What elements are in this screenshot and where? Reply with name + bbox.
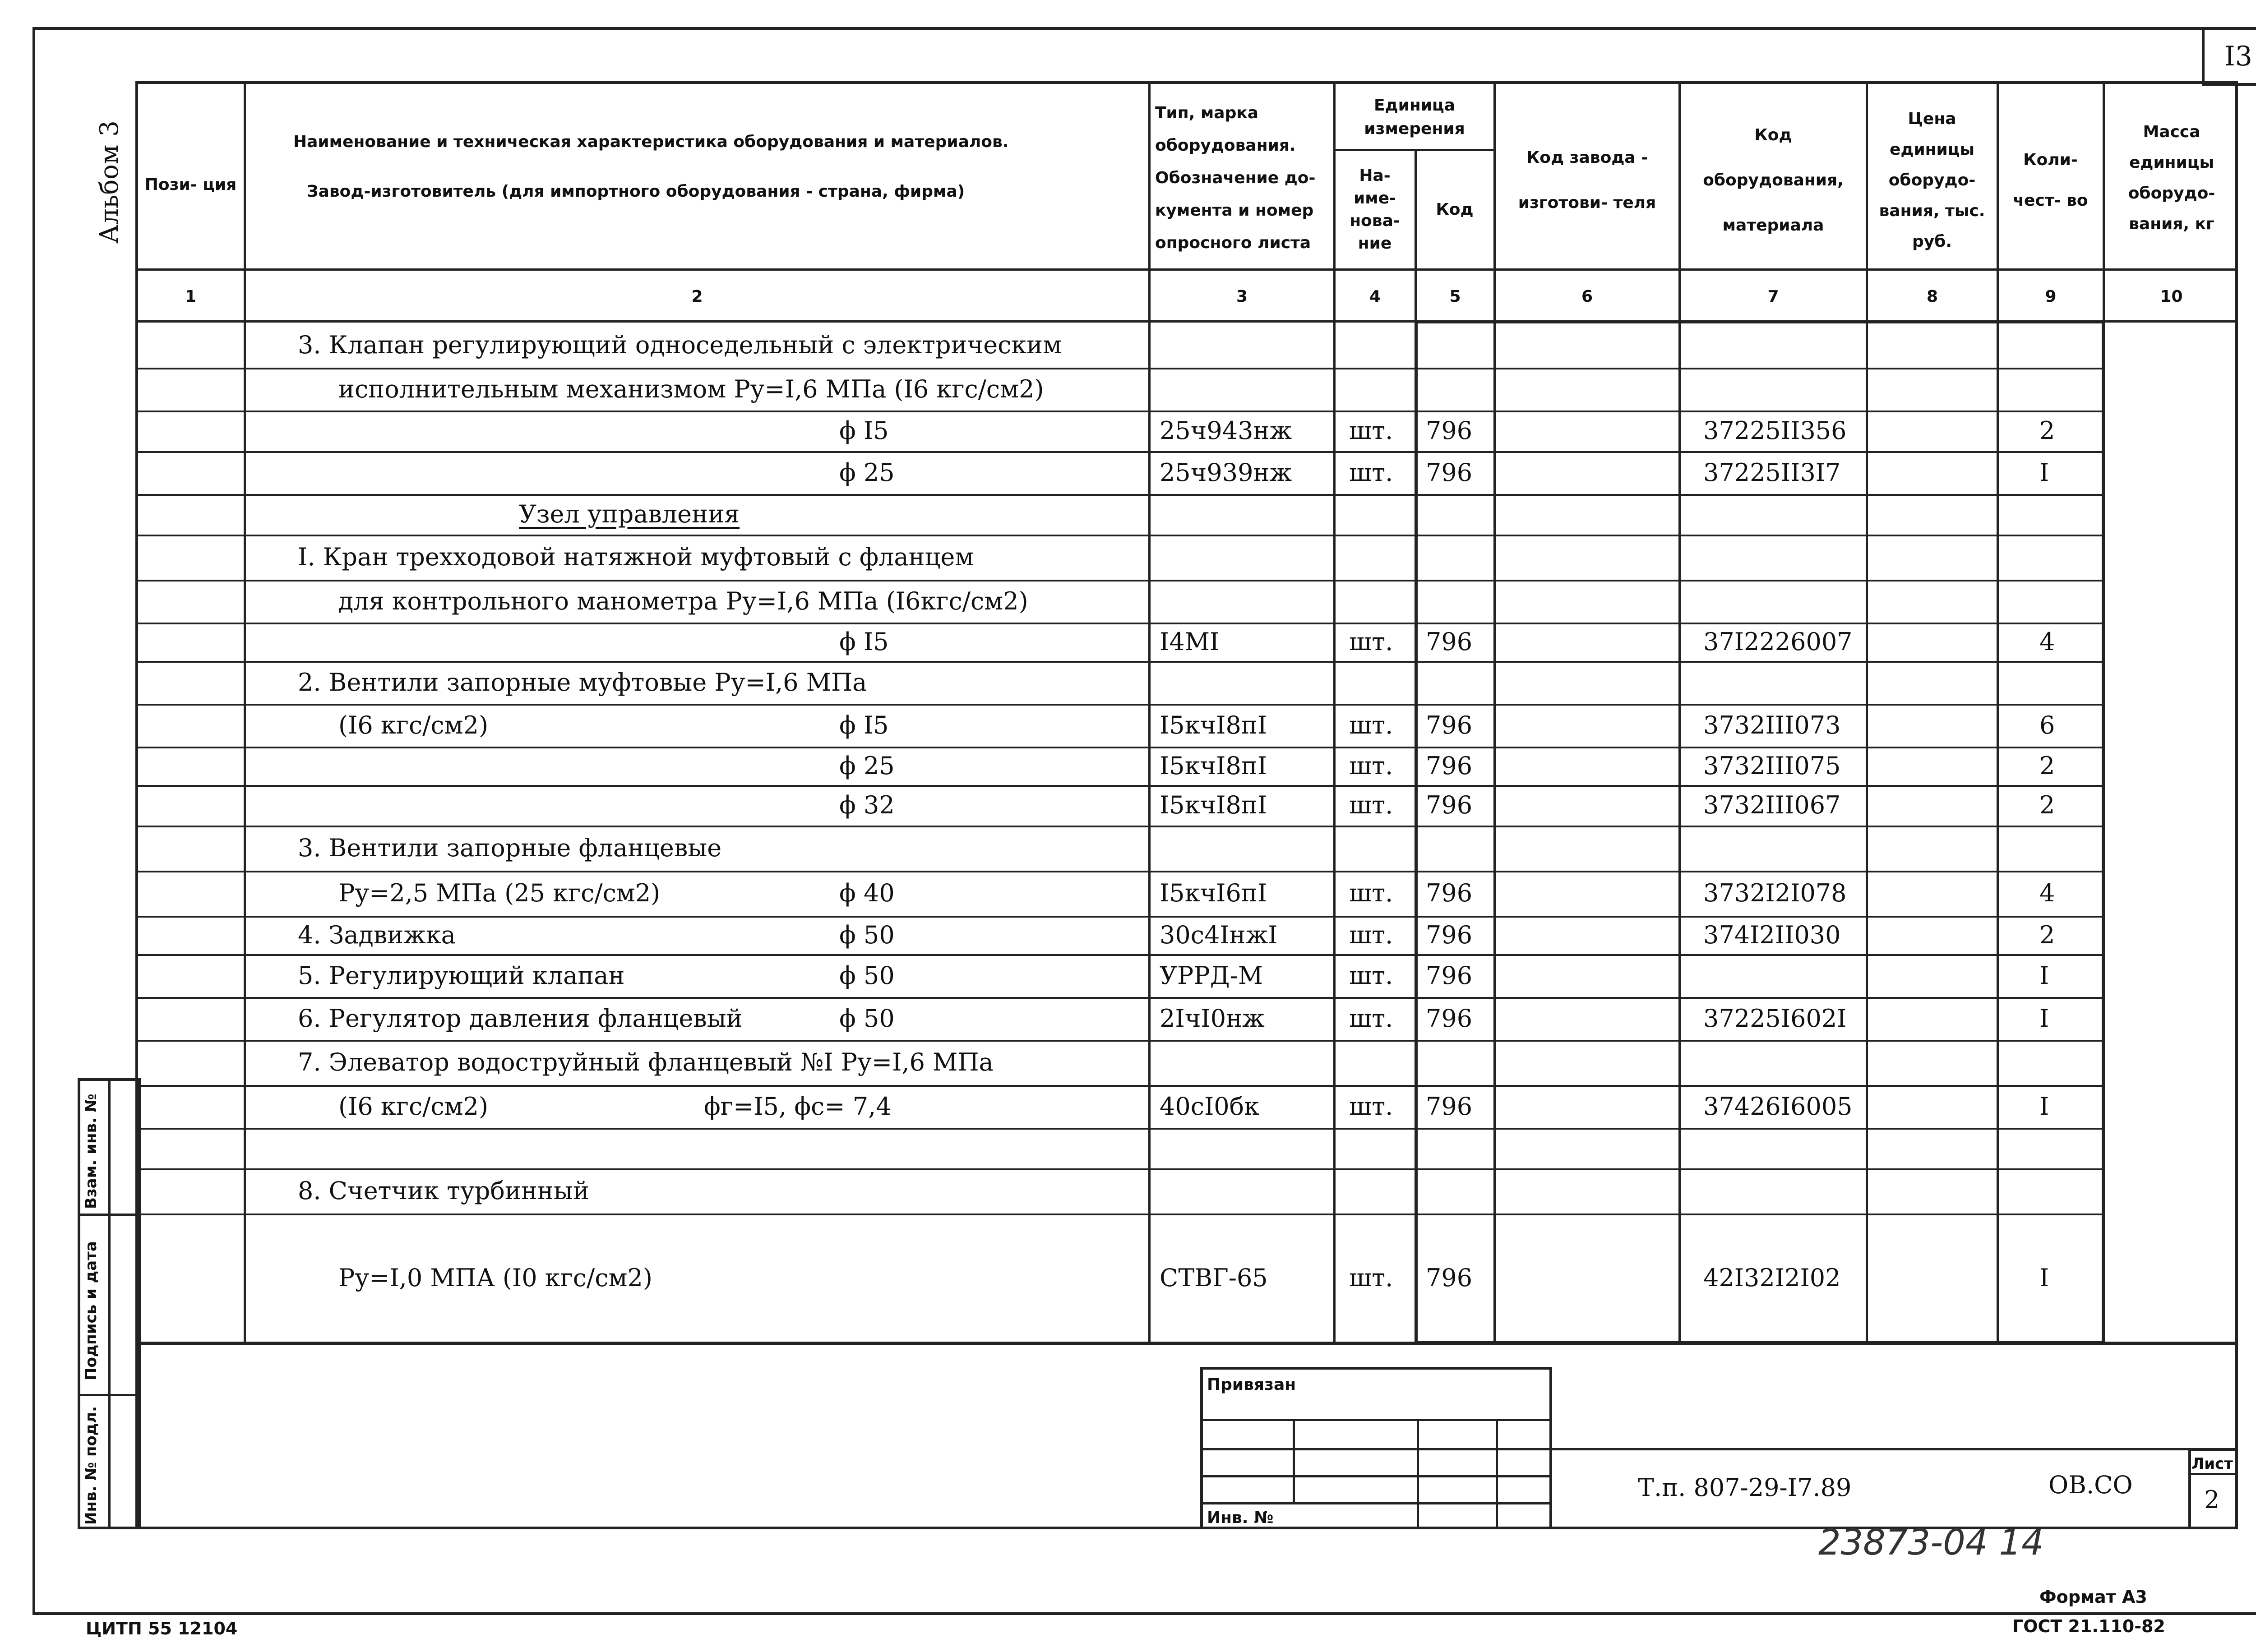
header-position: Пози- ция (144, 175, 237, 194)
item-unit-code: 796 (1426, 879, 1473, 907)
item-unit-code: 796 (1426, 416, 1473, 445)
item-unit-code: 796 (1426, 1004, 1473, 1033)
item-name: 6. Регулятор давления фланцевый (298, 1004, 743, 1033)
item-equipment-code: 3732III067 (1703, 791, 1841, 819)
item-name: 3. Клапан регулирующий односедельный с электрическим (298, 331, 1062, 359)
item-unit: шт. (1349, 416, 1393, 445)
item-equipment-code: 37426I6005 (1703, 1092, 1853, 1121)
item-name: 8. Счетчик турбинный (298, 1177, 589, 1205)
item-type: СТВГ-65 (1160, 1263, 1268, 1292)
item-unit: шт. (1349, 961, 1393, 990)
item-equipment-code: 374I2II030 (1703, 920, 1841, 949)
item-unit: шт. (1349, 1263, 1393, 1292)
item-type: 40сI0бк (1160, 1092, 1259, 1121)
item-quantity: 2 (2039, 920, 2055, 949)
item-type: УРРД-М (1160, 961, 1263, 990)
col-num-10: 10 (2160, 287, 2183, 306)
side-label-signature-date: Подпись и дата (82, 1241, 100, 1380)
header-mass: Масса единицы оборудо- вания, кг (2128, 123, 2215, 233)
item-unit: шт. (1349, 920, 1393, 949)
item-equipment-code: 42I32I2I02 (1703, 1263, 1841, 1292)
item-unit-code: 796 (1426, 627, 1473, 656)
list-label: Лист (2191, 1455, 2233, 1473)
item-name: 7. Элеватор водоструйный фланцевый №I Ру=I,6 МПа (298, 1048, 994, 1076)
item-unit-code: 796 (1426, 1263, 1473, 1292)
item-unit-code: 796 (1426, 711, 1473, 739)
item-diameter: ϕ 40 (839, 879, 895, 907)
item-unit-code: 796 (1426, 1092, 1473, 1121)
side-label-original-inv: Инв. № подл. (82, 1406, 100, 1525)
item-name: исполнительным механизмом Ру=I,6 МПа (I6 кгс/см2) (338, 374, 1044, 403)
col-num-2: 2 (691, 287, 703, 306)
item-unit-code: 796 (1426, 791, 1473, 819)
item-equipment-code: 3732III073 (1703, 711, 1841, 739)
header-name-line1: Наименование и техническая характеристика оборудования и материалов. (293, 133, 1009, 151)
item-diameter: ϕ 50 (839, 961, 895, 990)
item-name: (I6 кгс/см2) (338, 1092, 489, 1121)
col-num-7: 7 (1767, 287, 1779, 306)
item-quantity: 2 (2039, 416, 2055, 445)
item-quantity: 6 (2039, 711, 2055, 739)
inv-number-label: Инв. № (1207, 1509, 1274, 1527)
item-quantity: 2 (2039, 791, 2055, 819)
item-name: Ру=I,0 МПА (I0 кгс/см2) (338, 1263, 652, 1292)
item-type: I5кчI8пI (1160, 711, 1267, 739)
item-quantity: I (2039, 1263, 2049, 1292)
header-price: Цена единицы оборудо- вания, тыс. руб. (1879, 110, 1985, 251)
album-label: Альбом 3 (95, 120, 124, 244)
header-unit-group: Единица измерения (1364, 96, 1465, 138)
item-quantity: I (2039, 961, 2049, 990)
item-unit: шт. (1349, 1004, 1393, 1033)
item-unit: шт. (1349, 751, 1393, 780)
item-type: I5кчI6пI (1160, 879, 1267, 907)
item-equipment-code: 37225II3I7 (1703, 458, 1841, 487)
item-unit-code: 796 (1426, 920, 1473, 949)
item-diameter: ϕ 32 (839, 791, 895, 819)
item-type: 25ч943нж (1160, 416, 1292, 445)
item-quantity: I (2039, 1092, 2049, 1121)
item-diameter: ϕ 50 (839, 1004, 895, 1033)
col-num-1: 1 (185, 287, 197, 306)
item-equipment-code: 3732I2I078 (1703, 879, 1847, 907)
item-quantity: I (2039, 458, 2049, 487)
header-equipment-code: Код оборудования, материала (1703, 126, 1844, 235)
item-name: 3. Вентили запорные фланцевые (298, 834, 722, 862)
item-quantity: 4 (2039, 627, 2055, 656)
item-diameter: ϕг=I5, ϕс= 7,4 (704, 1092, 892, 1121)
item-equipment-code: 37I2226007 (1703, 627, 1853, 656)
col-num-8: 8 (1926, 287, 1938, 306)
item-type: 2IчI0нж (1160, 1004, 1265, 1033)
sheet-number: I3 (2224, 41, 2252, 72)
footer-gost: ГОСТ 21.110-82 (2012, 1616, 2165, 1636)
item-unit: шт. (1349, 627, 1393, 656)
emphasis-frame (1415, 320, 2105, 1344)
item-diameter: ϕ I5 (839, 627, 889, 656)
item-unit: шт. (1349, 458, 1393, 487)
item-diameter: ϕ 25 (839, 458, 895, 487)
item-name: 5. Регулирующий клапан (298, 961, 625, 990)
section-heading: Узел управления (519, 500, 740, 528)
item-unit: шт. (1349, 1092, 1393, 1121)
title-block (135, 1342, 2238, 1529)
item-quantity: 4 (2039, 879, 2055, 907)
handwritten-number: 23873-04 14 (1818, 1523, 2044, 1563)
col-num-9: 9 (2045, 287, 2057, 306)
item-unit-code: 796 (1426, 458, 1473, 487)
privyazan-label: Привязан (1207, 1375, 1296, 1394)
item-quantity: I (2039, 1004, 2049, 1033)
side-label-replace-inv: Взам. инв. № (82, 1094, 100, 1209)
item-type: I5кчI8пI (1160, 751, 1267, 780)
col-num-6: 6 (1581, 287, 1593, 306)
col-num-4: 4 (1369, 287, 1381, 306)
item-diameter: ϕ 25 (839, 751, 895, 780)
header-unit-code: Код (1436, 200, 1474, 219)
header-name-line2: Завод-изготовитель (для импортного оборудования - страна, фирма) (307, 182, 965, 201)
item-quantity: 2 (2039, 751, 2055, 780)
item-diameter: ϕ I5 (839, 711, 889, 739)
item-name: Ру=2,5 МПа (25 кгс/см2) (338, 879, 661, 907)
header-type: Тип, марка оборудования. Обозначение до- кумента и номер опросного листа (1155, 104, 1316, 252)
document-subcode: ОВ.СО (2048, 1471, 2133, 1499)
item-equipment-code: 37225I602I (1703, 1004, 1847, 1033)
header-quantity: Коли- чест- во (2013, 151, 2088, 210)
document-code: Т.п. 807-29-I7.89 (1638, 1473, 1852, 1502)
item-name: 2. Вентили запорные муфтовые Ру=I,6 МПа (298, 668, 867, 697)
item-type: 30с4IнжI (1160, 920, 1278, 949)
header-unit-name: На- име- нова- ние (1350, 166, 1400, 253)
item-name: I. Кран трехходовой натяжной муфтовый с фланцем (298, 543, 974, 571)
item-equipment-code: 3732III075 (1703, 751, 1841, 780)
item-name: (I6 кгс/см2) (338, 711, 489, 739)
item-name: 4. Задвижка (298, 920, 456, 949)
col-num-3: 3 (1236, 287, 1248, 306)
footer-left: ЦИТП 55 12104 (86, 1619, 238, 1638)
item-name: для контрольного манометра Ру=I,6 МПа (I6кгс/см2) (338, 586, 1028, 615)
item-unit: шт. (1349, 879, 1393, 907)
item-diameter: ϕ I5 (839, 416, 889, 445)
item-unit: шт. (1349, 791, 1393, 819)
item-unit-code: 796 (1426, 751, 1473, 780)
item-type: I5кчI8пI (1160, 791, 1267, 819)
item-equipment-code: 37225II356 (1703, 416, 1847, 445)
item-unit: шт. (1349, 711, 1393, 739)
header-factory-code: Код завода - изготови- теля (1518, 148, 1656, 212)
item-unit-code: 796 (1426, 961, 1473, 990)
item-diameter: ϕ 50 (839, 920, 895, 949)
footer-format: Формат А3 (2039, 1587, 2147, 1607)
item-type: I4MI (1160, 627, 1220, 656)
list-number: 2 (2204, 1486, 2220, 1514)
item-type: 25ч939нж (1160, 458, 1292, 487)
col-num-5: 5 (1449, 287, 1461, 306)
